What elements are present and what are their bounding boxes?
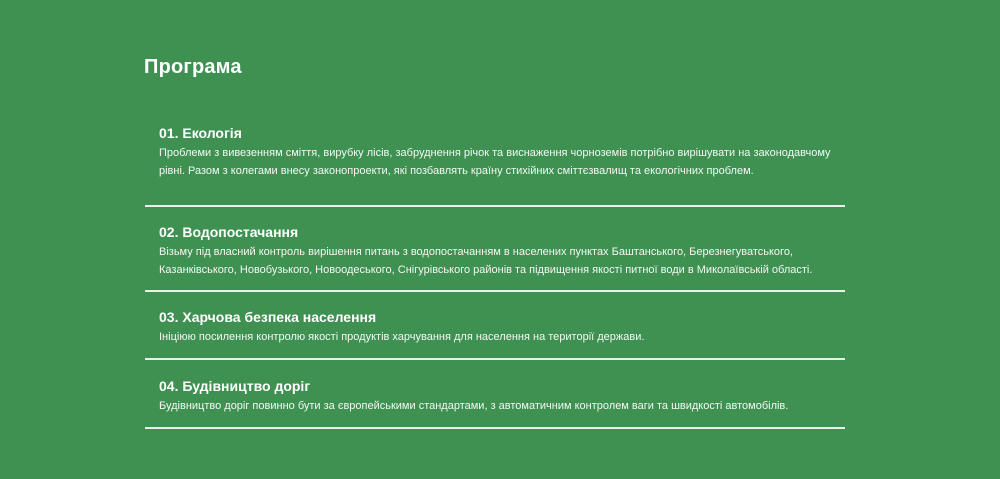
program-item-road-construction — [145, 360, 845, 429]
program-item-text: Проблеми з вивезенням сміття, вирубку лісів, забруднення річок та виснаження чорноземів потрібно вирішувати на законодавчому рівні. Разом з колегами внесу законопроекти, які позбавлять країну стихійних сміттєзвалищ та екологічних проблем. — [159, 147, 831, 177]
program-item-title: 01. Екологія — [159, 125, 242, 141]
program-item-water-supply — [145, 207, 845, 292]
program-item-food-safety — [145, 292, 845, 360]
program-item-text: Візьму під власний контроль вирішення питань з водопостачанням в населених пунктах Баштанського, Березнегуватського, Казанківського, Новобузького, Новоодеського, Снігурівського районів та підвищення якості питної води в Миколаївській області. — [159, 246, 813, 276]
program-item-title: 03. Харчова безпека населення — [159, 309, 377, 325]
section-title: Програма — [144, 56, 242, 78]
program-item-title: 04. Будівництво доріг — [159, 378, 311, 394]
program-item-ecology — [145, 118, 845, 207]
program-item-text: Будівництво доріг повинно бути за європейськими стандартами, з автоматичним контролем ваги та швидкості автомобілів. — [159, 400, 789, 412]
program-list — [145, 118, 845, 429]
program-item-title: 02. Водопостачання — [159, 224, 299, 240]
program-item-text: Ініціюю посилення контролю якості продуктів харчування для населення на території держави. — [159, 331, 645, 343]
